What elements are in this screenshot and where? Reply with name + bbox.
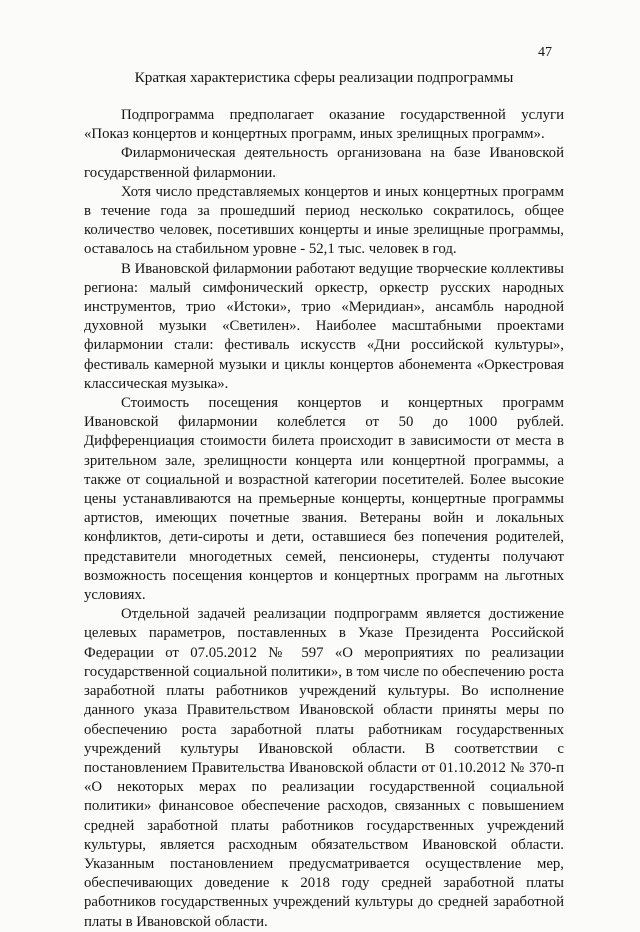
- paragraph-philharmonic-base: Филармоническая деятельность организована на базе Ивановской государственной филармонии.: [84, 145, 564, 181]
- paragraph-ticket-prices: Стоимость посещения концертов и концертных программ Ивановской филармонии колеблется от 50 до 1000 рублей. Дифференциация стоимости билета происходит в зависимости от места в зрительном зале, зрелищности концерта или концертной программы, а также от социальной и возрастной категории посетителей. Более высокие цены устанавливаются на премьерные концерты, концертные программы артистов, имеющих почетные звания. Ветераны войн и локальных конфликтов, дети-сироты и дети, оставшиеся без попечения родителей, представители многодетных семей, пенсионеры, студенты получают возможность посещения концертов и концертных программ на льготных условиях.: [84, 395, 564, 604]
- paragraph-service: Подпрограмма предполагает оказание государственной услуги «Показ концертов и концертных программ, иных зрелищных программ».: [84, 107, 564, 143]
- page-number: 47: [538, 45, 552, 60]
- paragraph-ensembles: В Ивановской филармонии работают ведущие творческие коллективы региона: малый симфонический оркестр, оркестр русских народных инструментов, трио «Истоки», трио «Меридиан», ансамбль народной духовной музыки «Светилен». Наиболее масштабными проектами филармонии стали: фестиваль искусств «Дни российской культуры», фестиваль камерной музыки и циклы концертов абонемента «Оркестровая классическая музыка».: [84, 260, 564, 392]
- document-body: [84, 68, 564, 932]
- section-heading: Краткая характеристика сферы реализации подпрограммы: [134, 69, 514, 86]
- paragraph-salary-targets: Отдельной задачей реализации подпрограмм является достижение целевых параметров, поставленных в Указе Президента Российской Федерации от 07.05.2012 № 597 «О мероприятиях по реализации государственной социальной политики», в том числе по обеспечению роста заработной платы работников учреждений культуры. Во исполнение данного указа Правительством Ивановской области приняты меры по обеспечению роста заработной платы работникам государственных учреждений культуры Ивановской области. В соответствии с постановлением Правительства Ивановской области от 01.10.2012 № 370-п «О некоторых мерах по реализации государственной социальной политики» финансовое обеспечение расходов, связанных с повышением средней заработной платы работников государственных учреждений культуры, является расходным обязательством Ивановской области. Указанным постановлением предусматривается осуществление мер, обеспечивающих доведение к 2018 году средней заработной платы работников государственных учреждений культуры до средней заработной платы в Ивановской области.: [84, 606, 564, 930]
- paragraph-attendance: Хотя число представляемых концертов и иных концертных программ в течение года за прошедший период несколько сократилось, общее количество человек, посетивших концерты и иные зрелищные программы, оставалось на стабильном уровне - 52,1 тыс. человек в год.: [84, 183, 564, 258]
